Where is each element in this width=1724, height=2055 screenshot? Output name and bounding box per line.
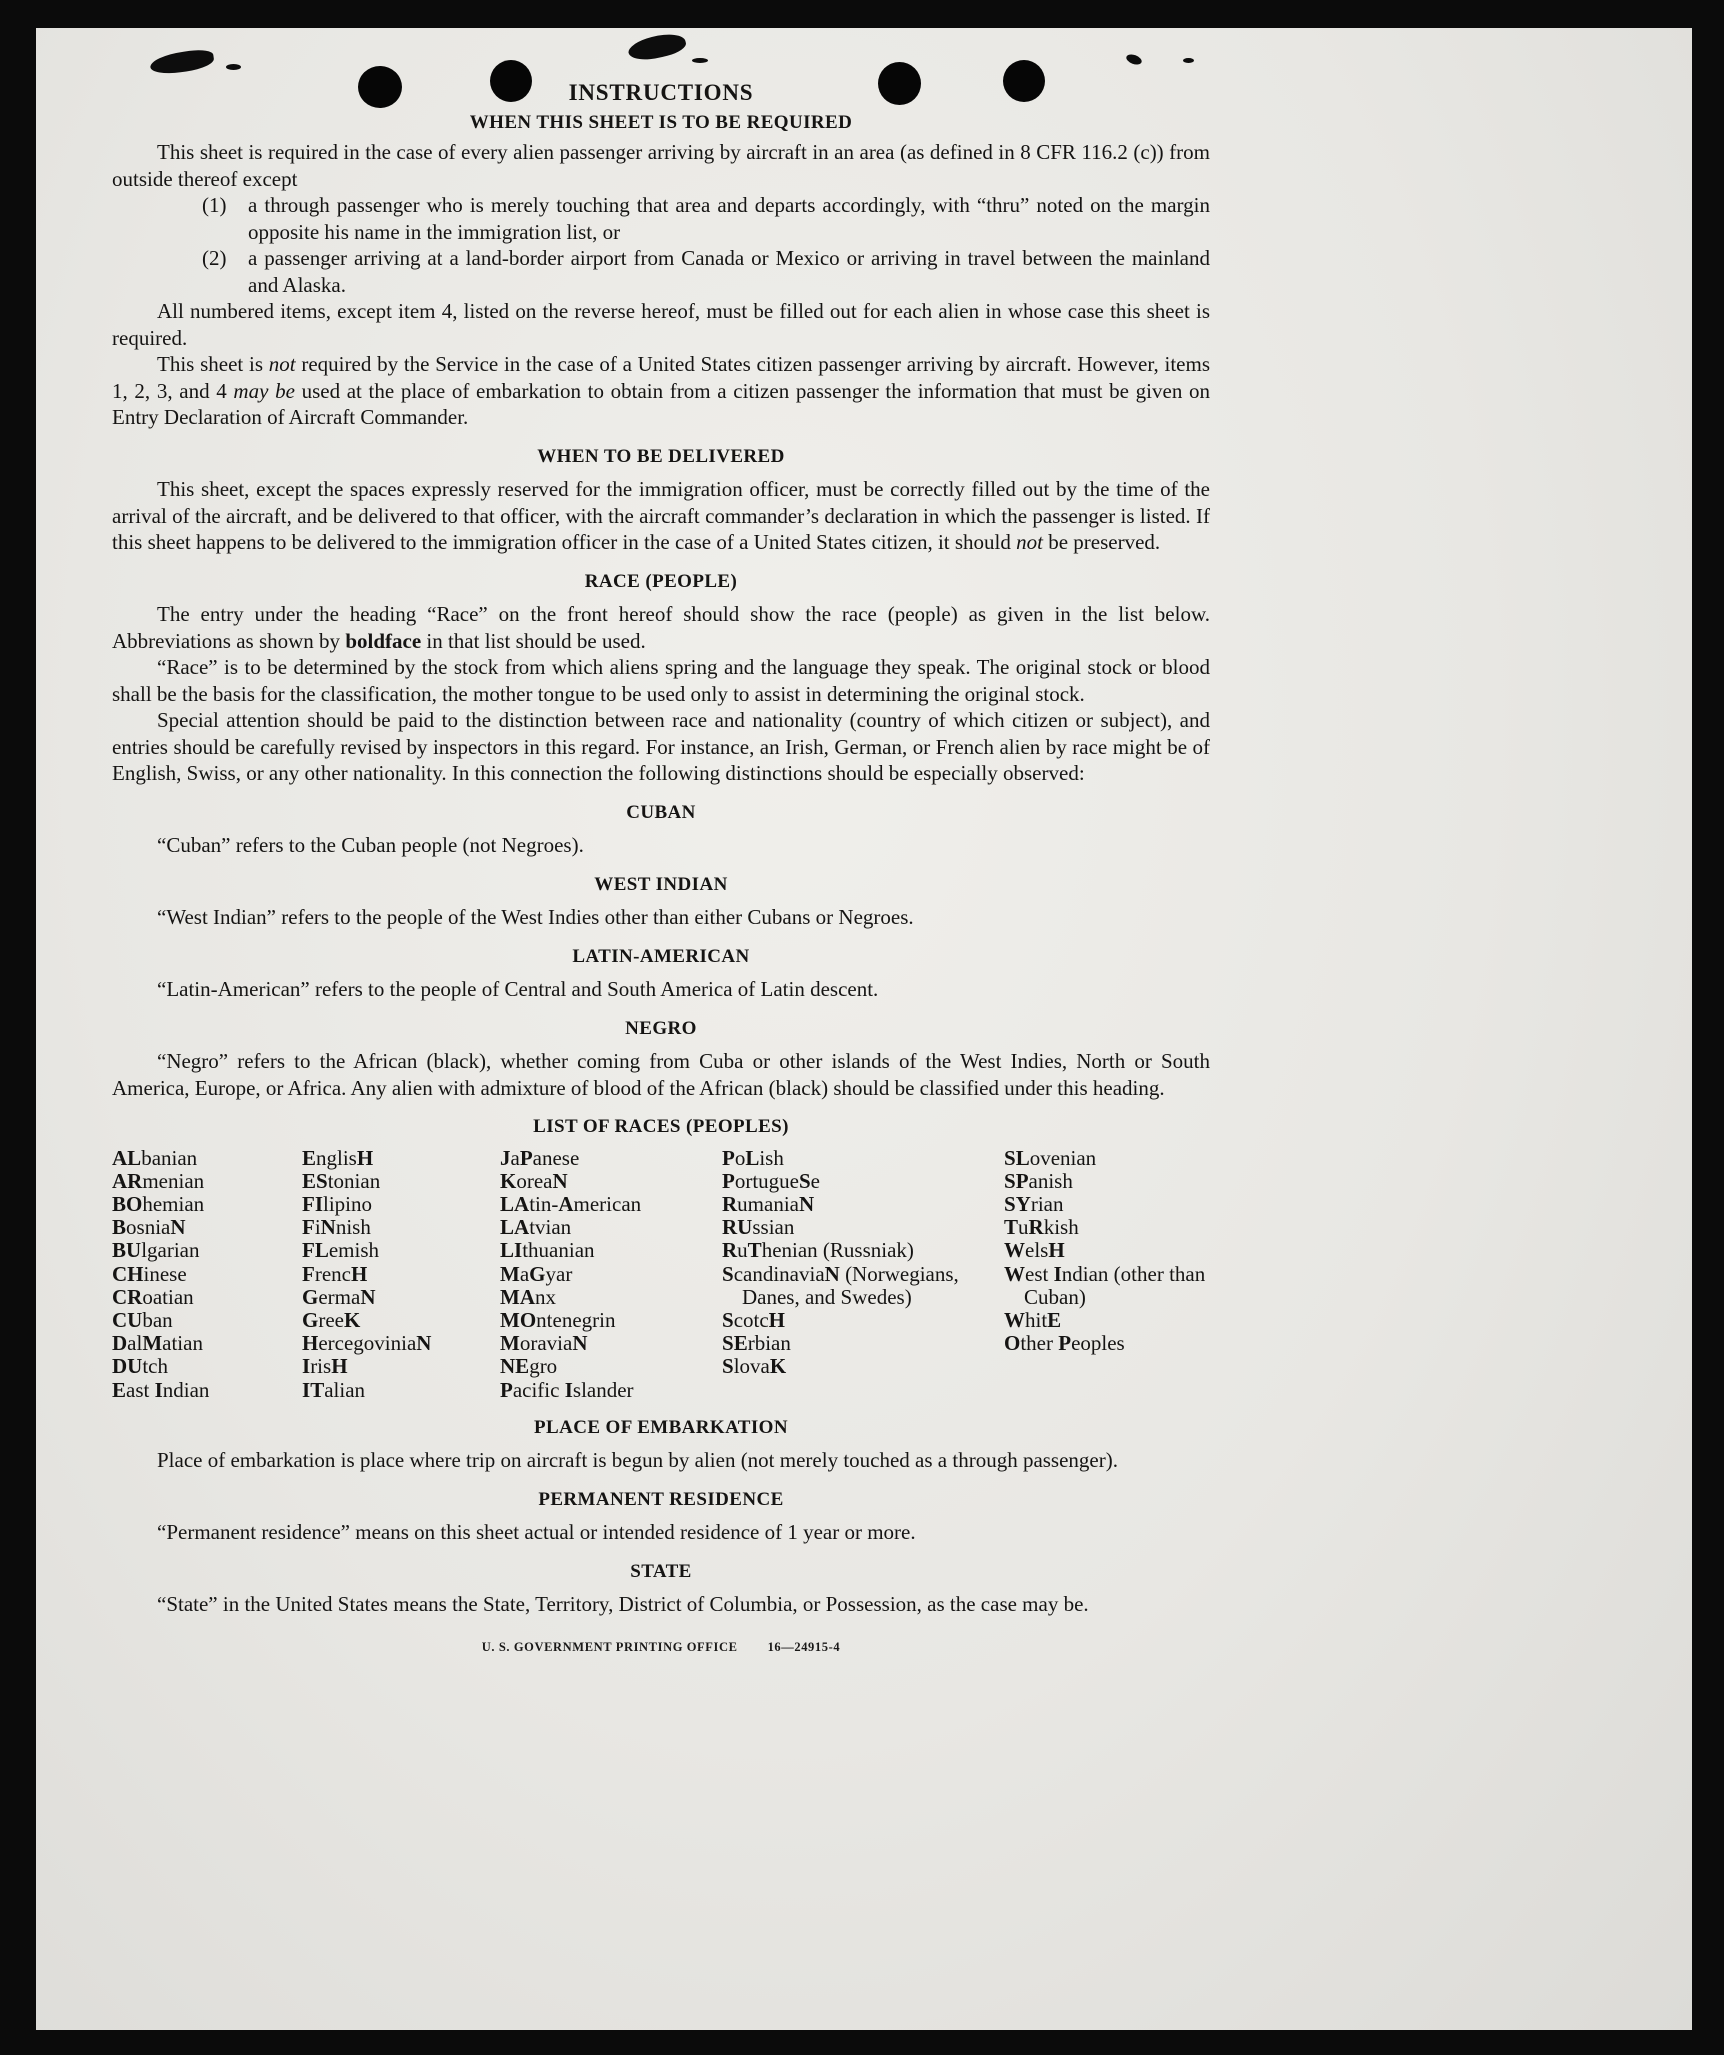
- document-paper: [36, 28, 1692, 2030]
- paragraph: [112, 904, 1210, 931]
- ink-smudge: [692, 58, 708, 63]
- footer: [112, 1634, 1210, 1661]
- race-item: PoLish: [722, 1145, 784, 1170]
- paragraph-text: This sheet is required in the case of every alien passenger arriving by aircraft in an area (as defined in 8 CFR 116.2 (c)) from outside thereof except: [112, 140, 1210, 191]
- ink-smudge: [1183, 58, 1194, 63]
- section-heading-negro: NEGRO: [625, 1017, 697, 1039]
- race-item: West Indian (other than Cuban): [1004, 1261, 1206, 1309]
- section-heading-embarkation: PLACE OF EMBARKATION: [534, 1416, 788, 1438]
- paragraph-text: “Cuban” refers to the Cuban people (not Negroes).: [157, 833, 584, 857]
- paragraph-text: The entry under the heading “Race” on the front hereof should show the race (people) as given in the list below. Abbreviations as shown by: [112, 602, 1210, 653]
- paragraph-text: This sheet is: [157, 352, 269, 376]
- form-code: 16—24915-4: [767, 1639, 841, 1654]
- race-item: SErbian: [722, 1331, 791, 1356]
- race-item: MOntenegrin: [500, 1307, 616, 1332]
- paragraph: [112, 707, 1210, 787]
- paragraph-text: Special attention should be paid to the distinction between race and nationality (country of which citizen or subject), and entries should be carefully revised by inspectors in this regard. For instance, an Irish, German, or French alien by race might be of English, Swiss, or any other nationality. In this connection the following distinctions should be especially observed:: [112, 708, 1210, 785]
- race-item: KoreaN: [500, 1168, 568, 1193]
- printer-imprint: U. S. GOVERNMENT PRINTING OFFICE: [481, 1639, 738, 1654]
- list-item: [112, 192, 1210, 245]
- race-item: MAnx: [500, 1284, 556, 1309]
- paragraph: [112, 1447, 1210, 1474]
- race-column: [1004, 1147, 1210, 1402]
- race-item: NEgro: [500, 1354, 558, 1379]
- section-heading-residence: PERMANENT RESIDENCE: [538, 1488, 784, 1510]
- race-item: EnglisH: [302, 1145, 374, 1170]
- race-item: CUban: [112, 1307, 173, 1332]
- punch-hole: [878, 62, 921, 105]
- race-item: ScandinaviaN (Norwegians, Danes, and Swedes): [722, 1261, 959, 1309]
- race-column: [112, 1147, 302, 1402]
- race-item: TuRkish: [1004, 1215, 1079, 1240]
- race-item: JaPanese: [500, 1145, 580, 1170]
- race-item: SYrian: [1004, 1191, 1064, 1216]
- section-heading-state: STATE: [630, 1560, 692, 1582]
- race-item: DalMatian: [112, 1331, 203, 1356]
- race-item: MaGyar: [500, 1261, 573, 1286]
- race-column: [722, 1147, 1004, 1402]
- race-item: GermaN: [302, 1284, 376, 1309]
- paragraph: [112, 601, 1210, 654]
- race-item: ScotcH: [722, 1307, 786, 1332]
- paragraph-text: “Negro” refers to the African (black), whether coming from Cuba or other islands of the West Indies, North or South America, Europe, or Africa. Any alien with admixture of blood of the African (black) should be classified under this heading.: [112, 1049, 1210, 1100]
- paragraph-text: “Race” is to be determined by the stock from which aliens spring and the language they speak. The original stock or blood shall be the basis for the classification, the mother tongue to be used only to assist in determining the original stock.: [112, 655, 1210, 706]
- paragraph: [112, 654, 1210, 707]
- paragraph: [112, 298, 1210, 351]
- race-item: HercegoviniaN: [302, 1331, 432, 1356]
- race-item: RUssian: [722, 1215, 795, 1240]
- race-item: EStonian: [302, 1168, 381, 1193]
- paragraph: [112, 832, 1210, 859]
- race-item: SPanish: [1004, 1168, 1073, 1193]
- paragraph-text: All numbered items, except item 4, listed on the reverse hereof, must be filled out for each alien in whose case this sheet is required.: [112, 299, 1210, 350]
- paragraph: [112, 351, 1210, 431]
- race-item: LIthuanian: [500, 1238, 595, 1263]
- paragraph-text: used at the place of embarkation to obtain from a citizen passenger the information that must be given on Entry Declaration of Aircraft Commander.: [112, 378, 1210, 429]
- race-columns: [112, 1147, 1210, 1402]
- race-item: ALbanian: [112, 1145, 198, 1170]
- paragraph-text: “Permanent residence” means on this sheet actual or intended residence of 1 year or more.: [157, 1520, 916, 1545]
- emphasis-text: may be: [233, 378, 295, 403]
- punch-hole: [490, 60, 532, 102]
- paragraph: [112, 976, 1210, 1003]
- race-item: RuThenian (Russniak): [722, 1238, 914, 1263]
- list-item-text: a through passenger who is merely touching that area and departs accordingly, with “thru” noted on the margin opposite his name in the immigration list, or: [248, 193, 1210, 244]
- race-item: FIlipino: [302, 1191, 373, 1216]
- race-item: Pacific Islander: [500, 1377, 634, 1402]
- race-item: SLovenian: [1004, 1145, 1097, 1170]
- section-heading-cuban: CUBAN: [626, 801, 696, 823]
- race-item: WelsH: [1004, 1238, 1065, 1263]
- race-column: [500, 1147, 722, 1402]
- section-heading-race-list: LIST OF RACES (PEOPLES): [533, 1116, 789, 1137]
- race-item: PortugueSe: [722, 1168, 820, 1193]
- list-item: [112, 245, 1210, 298]
- boldface-text: boldface: [345, 628, 422, 653]
- paragraph-text: be preserved.: [1042, 530, 1161, 554]
- section-heading-latin-american: LATIN-AMERICAN: [572, 945, 750, 967]
- section-heading-west-indian: WEST INDIAN: [594, 873, 728, 895]
- paragraph: [112, 139, 1210, 192]
- paragraph-text: “Latin-American” refers to the people of Central and South America of Latin descent.: [157, 977, 879, 1001]
- paragraph-text: in that list should be used.: [421, 628, 646, 653]
- race-item: CHinese: [112, 1261, 187, 1286]
- emphasis-text: not: [268, 352, 296, 376]
- race-item: FiNnish: [302, 1215, 371, 1240]
- emphasis-text: not: [1016, 530, 1043, 554]
- paragraph-text: This sheet, except the spaces expressly reserved for the immigration officer, must be correctly filled out by the time of the arrival of the aircraft, and be delivered to that officer, with the aircraft commander’s declaration in which the passenger is listed. If this sheet happens to be delivered to the immigration officer in the case of a United States citizen, it should: [112, 477, 1210, 554]
- paragraph-text: “State” in the United States means the State, Territory, District of Columbia, or Possession, as the case may be.: [157, 1592, 1089, 1617]
- race-item: Other Peoples: [1004, 1331, 1125, 1356]
- paragraph-text: “West Indian” refers to the people of the West Indies other than either Cubans or Negroes.: [157, 905, 914, 929]
- ink-smudge: [226, 64, 241, 70]
- race-item: WhitE: [1004, 1307, 1062, 1332]
- section-heading-delivered: WHEN TO BE DELIVERED: [537, 445, 785, 467]
- race-item: RumaniaN: [722, 1191, 815, 1216]
- race-column: [302, 1147, 500, 1402]
- section-heading-race: RACE (PEOPLE): [584, 570, 738, 592]
- page-title: INSTRUCTIONS: [568, 80, 754, 105]
- list-marker: (2): [202, 246, 227, 270]
- race-item: BOhemian: [112, 1191, 205, 1216]
- list-item-text: a passenger arriving at a land-border airport from Canada or Mexico or arriving in travel between the mainland and Alaska.: [248, 246, 1210, 297]
- race-item: FLemish: [302, 1238, 380, 1263]
- section-heading-required: WHEN THIS SHEET IS TO BE REQUIRED: [469, 111, 853, 133]
- numbered-list: [112, 192, 1210, 298]
- race-item: DUtch: [112, 1354, 168, 1379]
- race-item: MoraviaN: [500, 1331, 588, 1356]
- race-item: LAtvian: [500, 1215, 572, 1240]
- punch-hole: [358, 66, 402, 108]
- race-item: CRoatian: [112, 1284, 194, 1309]
- race-item: ARmenian: [112, 1168, 205, 1193]
- list-marker: (1): [202, 193, 227, 217]
- race-item: LAtin-American: [500, 1191, 642, 1216]
- paragraph-text: required by the Service in the case of a United States citizen passenger arriving by aircraft. However, items 1, 2, 3, and 4: [112, 352, 1210, 403]
- race-item: BUlgarian: [112, 1238, 200, 1263]
- race-item: East Indian: [112, 1377, 210, 1402]
- paragraph: [112, 1519, 1210, 1546]
- race-item: SlovaK: [722, 1354, 787, 1379]
- paragraph: [112, 1048, 1210, 1101]
- race-item: GreeK: [302, 1307, 361, 1332]
- punch-hole: [1003, 60, 1045, 102]
- paragraph-text: Place of embarkation is place where trip on aircraft is begun by alien (not merely touched as a through passenger).: [157, 1448, 1118, 1473]
- race-item: FrencH: [302, 1261, 368, 1286]
- document-content: [112, 28, 1210, 1660]
- race-item: ITalian: [302, 1377, 366, 1402]
- paragraph: [112, 476, 1210, 556]
- paragraph: [112, 1591, 1210, 1618]
- race-item: IrisH: [302, 1354, 348, 1379]
- race-item: BosniaN: [112, 1215, 186, 1240]
